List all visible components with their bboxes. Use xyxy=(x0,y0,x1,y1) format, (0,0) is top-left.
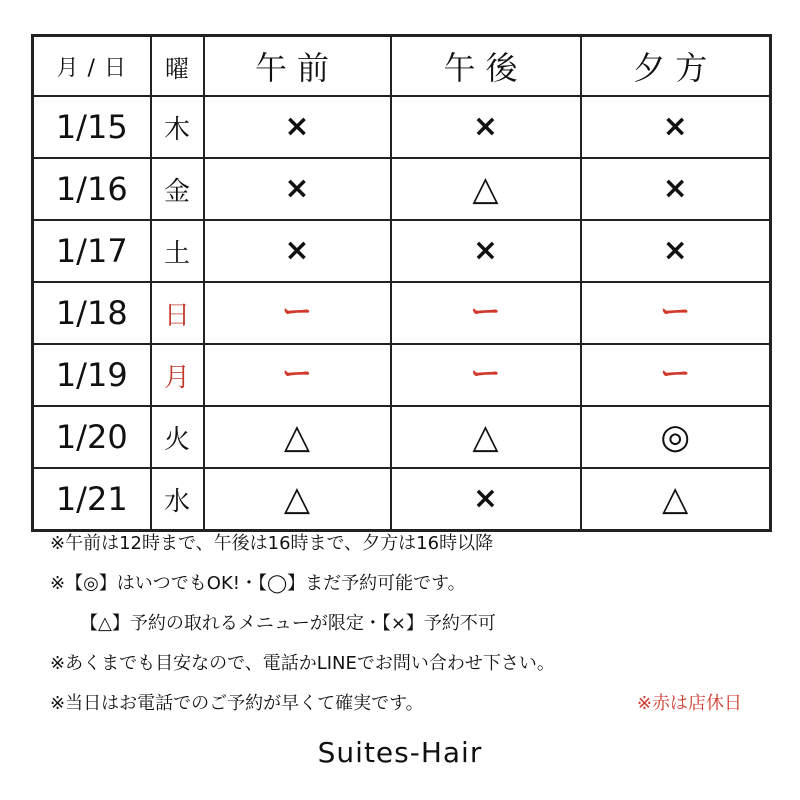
note-hours xyxy=(50,524,760,564)
cell-morning xyxy=(204,406,391,468)
notes xyxy=(50,524,760,724)
cell-date: 1/21 xyxy=(33,468,151,531)
cell-morning xyxy=(204,282,391,344)
availability-mark: ー xyxy=(470,357,501,392)
availability-mark: △ xyxy=(283,479,311,519)
availability-mark: △ xyxy=(472,169,499,209)
brand-name: Suites-Hair xyxy=(317,736,483,769)
cell-morning xyxy=(204,220,391,282)
availability-mark: × xyxy=(284,233,310,268)
cell-weekday: 月 xyxy=(151,344,204,406)
availability-mark: △ xyxy=(662,479,689,519)
table-row xyxy=(33,282,771,344)
table-row xyxy=(33,220,771,282)
cell-evening xyxy=(581,96,771,158)
note-same-day-text: ※当日はお電話でのご予約が早くて確実です。 xyxy=(50,693,424,714)
table-body xyxy=(33,96,771,531)
cell-evening xyxy=(581,468,771,531)
holiday-note: ※赤は店休日 xyxy=(636,693,742,714)
cell-weekday: 土 xyxy=(151,220,204,282)
note-hours-text: ※午前は12時まで、午後は16時まで、夕方は16時以降 xyxy=(50,533,494,554)
availability-mark: △ xyxy=(472,417,499,457)
availability-mark: ー xyxy=(660,295,691,330)
cell-date: 1/16 xyxy=(33,158,151,220)
cell-morning xyxy=(204,344,391,406)
availability-mark: × xyxy=(662,109,688,144)
availability-mark: × xyxy=(472,481,499,516)
note-contact xyxy=(50,644,760,684)
cell-afternoon xyxy=(391,96,581,158)
cell-date: 1/20 xyxy=(33,406,151,468)
cell-morning xyxy=(204,468,391,531)
header-evening: 夕方 xyxy=(581,36,771,97)
cell-evening xyxy=(581,220,771,282)
table-row xyxy=(33,468,771,531)
cell-afternoon xyxy=(391,344,581,406)
reservation-schedule-table xyxy=(31,34,772,532)
cell-date: 1/18 xyxy=(33,282,151,344)
cell-weekday: 木 xyxy=(151,96,204,158)
note-contact-text: ※あくまでも目安なので、電話かLINEでお問い合わせ下さい。 xyxy=(50,653,555,674)
note-legend-2 xyxy=(50,604,760,644)
header-afternoon: 午後 xyxy=(391,36,581,97)
availability-mark: × xyxy=(662,171,688,206)
cell-morning xyxy=(204,158,391,220)
cell-afternoon xyxy=(391,282,581,344)
note-same-day xyxy=(50,684,760,724)
table-row xyxy=(33,344,771,406)
availability-mark: × xyxy=(284,171,310,206)
note-legend-1-text: ※【◎】はいつでもOK!・【◯】まだ予約可能です。 xyxy=(50,573,466,594)
cell-weekday: 日 xyxy=(151,282,204,344)
cell-evening xyxy=(581,406,771,468)
cell-evening xyxy=(581,344,771,406)
cell-weekday: 火 xyxy=(151,406,204,468)
cell-weekday: 水 xyxy=(151,468,204,531)
header-date: 月 / 日 xyxy=(33,36,151,97)
availability-mark: ー xyxy=(470,295,501,330)
cell-weekday: 金 xyxy=(151,158,204,220)
cell-date: 1/15 xyxy=(33,96,151,158)
header-weekday: 曜 xyxy=(151,36,204,97)
availability-mark: × xyxy=(472,233,499,268)
availability-mark: ー xyxy=(282,357,312,392)
cell-afternoon xyxy=(391,158,581,220)
cell-afternoon xyxy=(391,220,581,282)
availability-mark: ー xyxy=(282,295,312,330)
availability-mark: × xyxy=(284,109,310,144)
availability-mark: ー xyxy=(660,357,691,392)
note-legend-1 xyxy=(50,564,760,604)
table-row xyxy=(33,158,771,220)
availability-mark: × xyxy=(662,233,688,268)
availability-mark: △ xyxy=(283,417,311,457)
cell-date: 1/19 xyxy=(33,344,151,406)
availability-mark: × xyxy=(472,109,499,144)
table-row xyxy=(33,406,771,468)
availability-mark: ◎ xyxy=(660,417,691,457)
table-header-row xyxy=(33,36,771,97)
cell-afternoon xyxy=(391,406,581,468)
header-morning: 午前 xyxy=(204,36,391,97)
table-row xyxy=(33,96,771,158)
note-legend-2-text: 【△】予約の取れるメニューが限定・【×】予約不可 xyxy=(80,613,496,634)
cell-date: 1/17 xyxy=(33,220,151,282)
cell-evening xyxy=(581,158,771,220)
cell-morning xyxy=(204,96,391,158)
cell-afternoon xyxy=(391,468,581,531)
cell-evening xyxy=(581,282,771,344)
